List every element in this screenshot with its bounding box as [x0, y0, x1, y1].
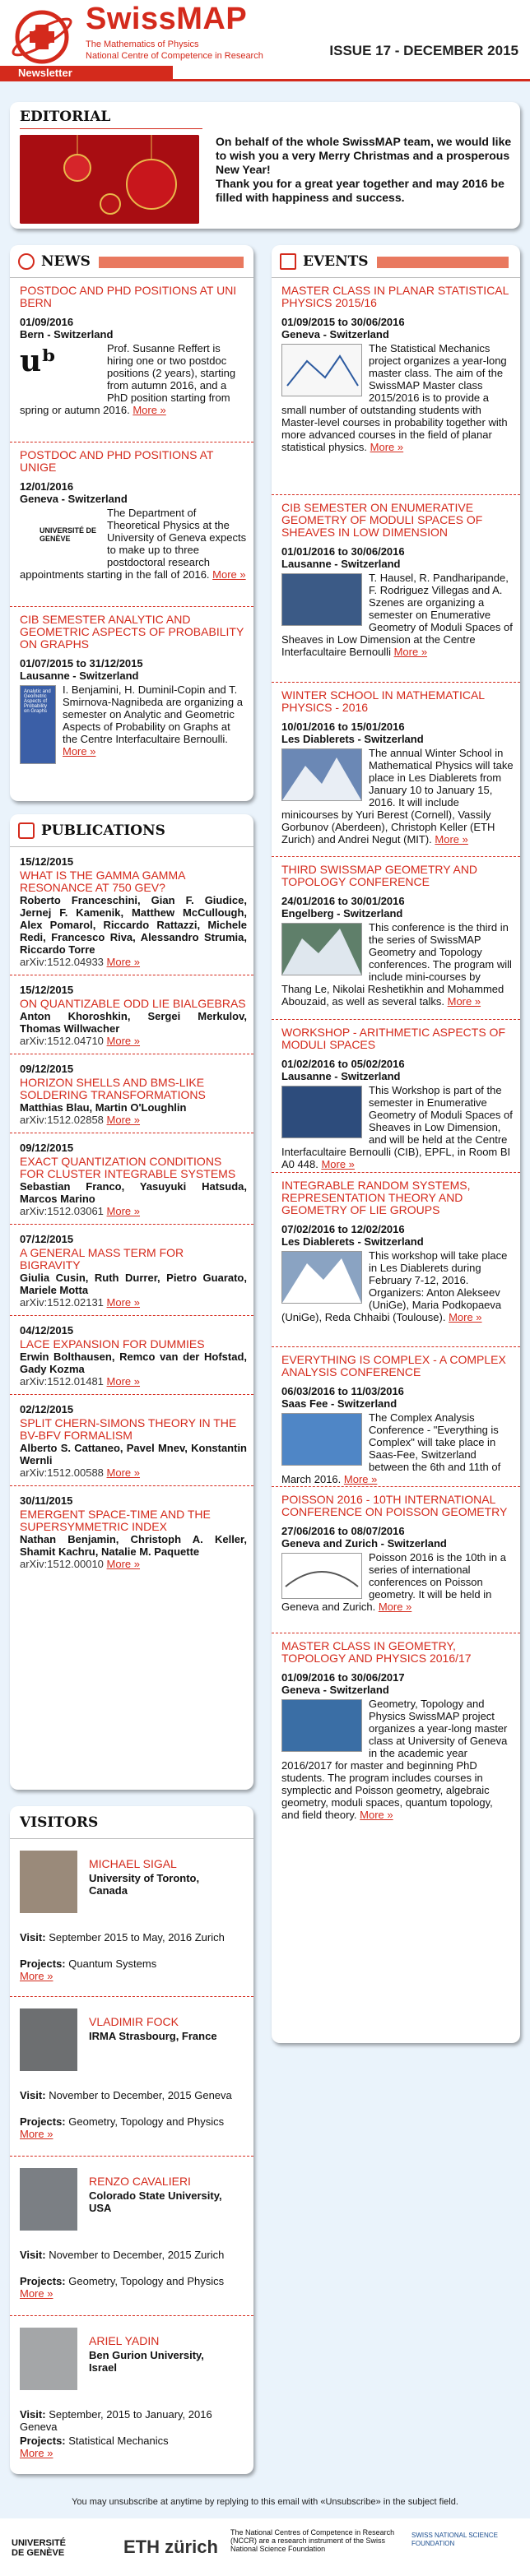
event-image: [281, 1699, 362, 1752]
publication-title[interactable]: EMERGENT SPACE-TIME AND THE SUPERSYMMETRIC INDEX: [20, 1508, 211, 1533]
more-link[interactable]: More »: [378, 1601, 412, 1613]
event-place: Lausanne - Switzerland: [281, 1070, 401, 1082]
nccr-text: The National Centres of Competence in Research (NCCR) are a research instrument of the Swiss National Science Foundation: [230, 2528, 395, 2553]
visitor-institution: Ben Gurion University, Israel: [89, 2349, 204, 2374]
more-link[interactable]: More »: [20, 2128, 53, 2140]
publication-title[interactable]: A GENERAL MASS TERM FOR BIGRAVITY: [20, 1246, 184, 1272]
publication-item: [10, 1486, 253, 1577]
visitor-institution: University of Toronto, Canada: [89, 1872, 200, 1897]
event-image: [281, 1251, 362, 1304]
publication-authors: Matthias Blau, Martin O'Loughlin: [20, 1101, 187, 1114]
editorial-text: [216, 135, 512, 205]
visitor-name[interactable]: RENZO CAVALIERI: [89, 2175, 191, 2188]
publication-item: [10, 975, 253, 1054]
visitor-visit: November to December, 2015 Geneva: [49, 2089, 232, 2101]
publication-item: [10, 1054, 253, 1133]
news-panel: [10, 245, 253, 801]
publication-arxiv: arXiv:1512.02858: [20, 1114, 104, 1126]
unige-footer-logo: UNIVERSITÉ DE GENÈVE: [12, 2538, 67, 2558]
visitor-photo: [20, 2328, 77, 2390]
visitor-visit: November to December, 2015 Zurich: [49, 2249, 225, 2261]
event-image: [281, 1413, 362, 1466]
event-body: The annual Winter School in Mathematical Physics will take place in Les Diablerets from January 10 to January 15, 2016. It will include minicourses by Yuri Berest (Cornell), Vassily Gorbunov (Aberdeen), Christoph Keller (ETH Zurich) and Andrei Negut (MIT).: [281, 747, 514, 846]
visitor-name[interactable]: VLADIMIR FOCK: [89, 2015, 179, 2028]
news-header: [10, 245, 253, 278]
visit-label: Visit:: [20, 2089, 46, 2101]
event-date: 07/02/2016 to 12/02/2016: [281, 1223, 405, 1235]
publication-date: 15/12/2015: [20, 984, 74, 996]
events-header: [272, 245, 520, 278]
publication-arxiv: arXiv:1512.00588: [20, 1466, 104, 1479]
publication-title[interactable]: SPLIT CHERN-SIMONS THEORY IN THE BV-BFV FORMALISM: [20, 1416, 237, 1442]
visitor-card: [10, 1839, 253, 1997]
event-image: [281, 1553, 362, 1599]
news-accent-bar: [99, 257, 244, 268]
more-link[interactable]: More »: [106, 1375, 141, 1388]
globe-icon: [18, 253, 35, 270]
visitor-name[interactable]: ARIEL YADIN: [89, 2334, 160, 2347]
publication-arxiv: arXiv:1512.04710: [20, 1035, 104, 1047]
event-body: This Workshop is part of the semester in Enumerative Geometry of Moduli Spaces of Sheaves in Low Dimension, and will be held at the Centre Interfacultaire Bernoulli (CIB), EPFL, in Room BI A0 448.: [281, 1084, 513, 1170]
header-divider: [0, 79, 530, 81]
event-title[interactable]: WORKSHOP - ARITHMETIC ASPECTS OF MODULI SPACES: [281, 1026, 505, 1051]
visitor-name[interactable]: MICHAEL SIGAL: [89, 1857, 177, 1870]
more-link[interactable]: More »: [20, 2287, 53, 2300]
news-item: [10, 442, 253, 607]
event-body: The Complex Analysis Conference - "Everything is Complex" will take place in Saas-Fee, Switzerland between the 6th and 11th of March 2016.: [281, 1411, 501, 1485]
eth-logo: ETH zürich: [123, 2537, 218, 2557]
publication-title[interactable]: EXACT QUANTIZATION CONDITIONS FOR CLUSTER INTEGRABLE SYSTEMS: [20, 1155, 236, 1180]
publication-arxiv: arXiv:1512.02131: [20, 1296, 104, 1309]
publication-date: 15/12/2015: [20, 855, 74, 868]
editorial-title: EDITORIAL: [20, 109, 111, 125]
publication-authors: Roberto Franceschini, Gian F. Giudice, Jernej F. Kamenik, Matthew McCullough, Alex Pomarol, Riccardo Rattazzi, Michele Redi, Francesco Riva, Alessandro Strumia, Riccardo Torre: [20, 894, 247, 956]
event-item: [272, 1633, 520, 1828]
publication-authors: Giulia Cusin, Ruth Durrer, Pietro Guarato, Mariele Motta: [20, 1272, 247, 1296]
projects-label: Projects:: [20, 2435, 66, 2447]
more-link[interactable]: More »: [393, 646, 428, 658]
more-link[interactable]: More »: [212, 568, 246, 581]
cib-poster: Analytic and Geometric Aspects of Probability on Graphs: [20, 685, 56, 764]
projects-label: Projects:: [20, 1957, 66, 1970]
event-date: 10/01/2016 to 15/01/2016: [281, 720, 405, 733]
editorial-line-2: Thank you for a great year together and may 2016 be filled with happiness and success.: [216, 177, 504, 204]
more-link[interactable]: More »: [63, 745, 96, 758]
more-link[interactable]: More »: [449, 1311, 482, 1323]
news-title: NEWS: [41, 253, 91, 270]
more-link[interactable]: More »: [343, 1473, 378, 1485]
event-image: [281, 573, 362, 626]
news-item-date: 01/07/2015 to 31/12/2015: [20, 657, 143, 669]
more-link[interactable]: More »: [321, 1158, 355, 1170]
event-item: [272, 683, 520, 857]
unsubscribe-text: You may unsubscribe at anytime by replying to this email with «Unsubscribe» in the subject field.: [72, 2497, 458, 2507]
event-title[interactable]: POISSON 2016 - 10TH INTERNATIONAL CONFERENCE ON POISSON GEOMETRY: [281, 1493, 508, 1518]
more-link[interactable]: More »: [132, 404, 166, 416]
news-item-title[interactable]: CIB SEMESTER ANALYTIC AND GEOMETRIC ASPECTS OF PROBABILITY ON GRAPHS: [20, 613, 244, 651]
events-title: EVENTS: [303, 253, 369, 270]
event-item: [272, 495, 520, 683]
event-image: [281, 1086, 362, 1138]
more-link[interactable]: More »: [106, 1205, 141, 1217]
visitor-projects: Geometry, Topology and Physics: [68, 2115, 225, 2128]
publication-authors: Erwin Bolthausen, Remco van der Hofstad, Gady Kozma: [20, 1351, 247, 1375]
events-accent-bar: [377, 257, 509, 268]
publication-title[interactable]: HORIZON SHELLS AND BMS-LIKE SOLDERING TRANSFORMATIONS: [20, 1076, 206, 1101]
publication-arxiv: arXiv:1512.00010: [20, 1558, 104, 1570]
more-link[interactable]: More »: [20, 1970, 53, 1982]
visit-label: Visit:: [20, 1931, 46, 1944]
event-image: [281, 923, 362, 975]
more-link[interactable]: More »: [447, 995, 481, 1008]
visitor-photo: [20, 2168, 77, 2231]
news-item-place: Bern - Switzerland: [20, 328, 114, 341]
event-image: [281, 748, 362, 801]
event-item: [272, 857, 520, 1020]
event-item: [272, 1173, 520, 1347]
footer-logos: [0, 2518, 530, 2576]
event-item: [272, 1487, 520, 1633]
news-item: [10, 607, 253, 772]
more-link[interactable]: More »: [435, 833, 468, 846]
publication-authors: Alberto S. Cattaneo, Pavel Mnev, Konstantin Wernli: [20, 1442, 247, 1466]
publications-title: PUBLICATIONS: [41, 822, 165, 839]
publications-panel: [10, 814, 253, 1790]
brand-name: SwissMAP: [86, 2, 248, 36]
projects-label: Projects:: [20, 2115, 66, 2128]
event-image: [281, 344, 362, 396]
event-date: 01/09/2015 to 30/06/2016: [281, 316, 405, 328]
news-item-title[interactable]: POSTDOC AND PHD POSITIONS AT UNIGE: [20, 448, 214, 474]
snf-logo: SWISS NATIONAL SCIENCE FOUNDATION: [411, 2532, 498, 2547]
more-link[interactable]: More »: [20, 2447, 53, 2459]
news-item-date: 01/09/2016: [20, 316, 74, 328]
event-title[interactable]: MASTER CLASS IN PLANAR STATISTICAL PHYSICS 2015/16: [281, 284, 509, 309]
visitor-photo: [20, 1851, 77, 1913]
event-place: Geneva and Zurich - Switzerland: [281, 1537, 447, 1550]
event-title[interactable]: INTEGRABLE RANDOM SYSTEMS, REPRESENTATION THEORY AND GEOMETRY OF LIE GROUPS: [281, 1179, 471, 1216]
visitor-card: [10, 2157, 253, 2316]
visitors-panel: [10, 1806, 253, 2474]
document-icon: [18, 822, 35, 839]
news-item-body: I. Benjamini, H. Duminil-Copin and T. Smirnova-Nagnibeda are organizing a semester on Analytic and Geometric Aspects of Probability on Graphs at the Centre Interfacultaire Bernoulli.: [63, 683, 243, 745]
editorial-box: [10, 102, 520, 229]
brand-subtitle-1: The Mathematics of Physics: [86, 39, 199, 49]
event-body: The Statistical Mechanics project organizes a year-long master class. The aim of the SwissMAP Master class 2015/2016 is to provide a small number of outstanding students with Master-level courses in probability together with more advanced courses in the field of planar statistical physics.: [281, 342, 508, 453]
publications-header: [10, 814, 253, 847]
more-link[interactable]: More »: [106, 1558, 141, 1570]
publication-item: [10, 847, 253, 975]
unibe-logo: uᵇ: [20, 344, 57, 378]
projects-label: Projects:: [20, 2275, 66, 2287]
visitor-photo: [20, 2008, 77, 2071]
event-place: Lausanne - Switzerland: [281, 558, 401, 570]
publication-item: [10, 1225, 253, 1316]
event-date: 24/01/2016 to 30/01/2016: [281, 895, 405, 907]
more-link[interactable]: More »: [106, 1296, 141, 1309]
event-title[interactable]: WINTER SCHOOL IN MATHEMATICAL PHYSICS - 2016: [281, 688, 485, 714]
events-panel: [272, 245, 520, 2043]
publication-arxiv: arXiv:1512.01481: [20, 1375, 104, 1388]
visitor-projects: Statistical Mechanics: [68, 2435, 169, 2447]
more-link[interactable]: More »: [360, 1809, 393, 1821]
event-body: This conference is the third in the series of SwissMAP Geometry and Topology conferences. The program will include mini-courses by Thang Le, Nikolai Reshetikhin and Mohammed Abouzaid, as well as several talks.: [281, 921, 512, 1008]
event-item: [272, 1020, 520, 1173]
publication-item: [10, 1395, 253, 1486]
more-link[interactable]: More »: [106, 1035, 141, 1047]
event-title[interactable]: THIRD SWISSMAP GEOMETRY AND TOPOLOGY CONFERENCE: [281, 863, 478, 888]
publication-title[interactable]: WHAT IS THE GAMMA GAMMA RESONANCE AT 750 GEV?: [20, 869, 185, 894]
issue-label: ISSUE 17 - DECEMBER 2015: [329, 43, 518, 58]
publication-item: [10, 1316, 253, 1395]
event-date: 01/02/2016 to 05/02/2016: [281, 1058, 405, 1070]
visitor-institution: IRMA Strasbourg, France: [89, 2030, 217, 2042]
event-body: Geometry, Topology and Physics SwissMAP project organizes a year-long master class at University of Geneva in the academic year 2016/2017 for master and beginning PhD students. The program includes courses in symplectic and Poisson geometry, algebraic geometry, moduli spaces, quantum topology, and field theory.: [281, 1698, 508, 1821]
event-place: Engelberg - Switzerland: [281, 907, 403, 920]
editorial-line-1: On behalf of the whole SwissMAP team, we would like to wish you a very Merry Christmas and a prosperous New Year!: [216, 135, 512, 176]
publication-arxiv: arXiv:1512.03061: [20, 1205, 104, 1217]
newsletter-tab: Newsletter: [0, 66, 173, 80]
publication-authors: Anton Khoroshkin, Sergei Merkulov, Thomas Willwacher: [20, 1010, 247, 1035]
news-item-place: Geneva - Switzerland: [20, 493, 128, 505]
publication-date: 04/12/2015: [20, 1324, 74, 1337]
publication-date: 09/12/2015: [20, 1063, 74, 1075]
event-place: Saas Fee - Switzerland: [281, 1397, 398, 1410]
publication-date: 07/12/2015: [20, 1233, 74, 1245]
more-link[interactable]: More »: [106, 956, 141, 968]
event-date: 06/03/2016 to 11/03/2016: [281, 1385, 404, 1397]
news-item-place: Lausanne - Switzerland: [20, 669, 139, 682]
publication-arxiv: arXiv:1512.04933: [20, 956, 104, 968]
publication-date: 09/12/2015: [20, 1142, 74, 1154]
brand-subtitle-2: National Centre of Competence in Research: [86, 51, 263, 61]
event-date: 27/06/2016 to 08/07/2016: [281, 1525, 405, 1537]
event-title[interactable]: CIB SEMESTER ON ENUMERATIVE GEOMETRY OF MODULI SPACES OF SHEAVES IN LOW DIMENSION: [281, 501, 483, 539]
visitor-card: [10, 1997, 253, 2157]
event-item: [272, 1347, 520, 1487]
visitor-visit: September, 2015 to January, 2016 Geneva: [20, 2408, 212, 2433]
news-item-body: Prof. Susanne Reffert is hiring one or two postdoc positions (2 years), starting from autumn 2016, and a PhD position starting from spring or autumn 2016.: [20, 342, 236, 416]
event-place: Les Diablerets - Switzerland: [281, 1235, 424, 1248]
more-link[interactable]: More »: [370, 441, 404, 453]
visitor-institution: Colorado State University, USA: [89, 2189, 222, 2214]
event-item: [272, 278, 520, 495]
publication-item: [10, 1133, 253, 1225]
visitors-header: [10, 1806, 253, 1839]
visitor-projects: Quantum Systems: [68, 1957, 157, 1970]
swissmap-logo-icon: [8, 3, 76, 71]
christmas-image: [20, 135, 199, 224]
visit-label: Visit:: [20, 2249, 46, 2261]
publication-authors: Sebastian Franco, Yasuyuki Hatsuda, Marcos Marino: [20, 1180, 247, 1205]
publication-title[interactable]: ON QUANTIZABLE ODD LIE BIALGEBRAS: [20, 997, 246, 1010]
publication-date: 30/11/2015: [20, 1494, 73, 1507]
event-date: 01/09/2016 to 30/06/2017: [281, 1671, 405, 1684]
news-item-body: The Department of Theoretical Physics at the University of Geneva expects to make up to three postdoctoral research appointments starting in the fall of 2016.: [20, 507, 247, 581]
event-date: 01/01/2016 to 30/06/2016: [281, 545, 405, 558]
publication-authors: Nathan Benjamin, Christoph A. Keller, Shamit Kachru, Natalie M. Paquette: [20, 1533, 247, 1558]
visitors-title: VISITORS: [20, 1814, 99, 1831]
event-body: Poisson 2016 is the 10th in a series of international conferences on Poisson geometry. It will be held in Geneva and Zurich.: [281, 1551, 506, 1613]
publication-title[interactable]: LACE EXPANSION FOR DUMMIES: [20, 1337, 205, 1351]
calendar-icon: [280, 253, 296, 270]
event-place: Geneva - Switzerland: [281, 328, 389, 341]
event-place: Les Diablerets - Switzerland: [281, 733, 424, 745]
event-body: T. Hausel, R. Pandharipande, F. Rodriguez Villegas and A. Szenes are organizing a semester on Enumerative Geometry of Moduli Spaces of Sheaves in Low Dimension at the Centre Interfacultaire Bernoulli: [281, 572, 513, 658]
event-body: This workshop will take place in Les Diablerets during February 7-12, 2016. Organizers: Anton Alekseev (UniGe), Maria Podkopaeva (UniGe), Reda Chhaibi (Toulouse).: [281, 1249, 508, 1323]
event-title[interactable]: MASTER CLASS IN GEOMETRY, TOPOLOGY AND PHYSICS 2016/17: [281, 1639, 472, 1665]
event-place: Geneva - Switzerland: [281, 1684, 389, 1696]
news-item-date: 12/01/2016: [20, 480, 74, 493]
visitor-card: [10, 2316, 253, 2472]
editorial-divider: [20, 128, 202, 129]
event-title[interactable]: EVERYTHING IS COMPLEX - A COMPLEX ANALYSIS CONFERENCE: [281, 1353, 506, 1378]
unige-logo: UNIVERSITÉ DE GENÈVE: [40, 526, 97, 543]
visit-label: Visit:: [20, 2408, 46, 2421]
more-link[interactable]: More »: [106, 1466, 141, 1479]
news-item: [10, 278, 253, 442]
publication-date: 02/12/2015: [20, 1403, 74, 1415]
visitor-projects: Geometry, Topology and Physics: [68, 2275, 225, 2287]
news-item-title[interactable]: POSTDOC AND PHD POSITIONS AT UNI BERN: [20, 284, 237, 309]
more-link[interactable]: More »: [106, 1114, 141, 1126]
visitor-visit: September 2015 to May, 2016 Zurich: [49, 1931, 225, 1944]
